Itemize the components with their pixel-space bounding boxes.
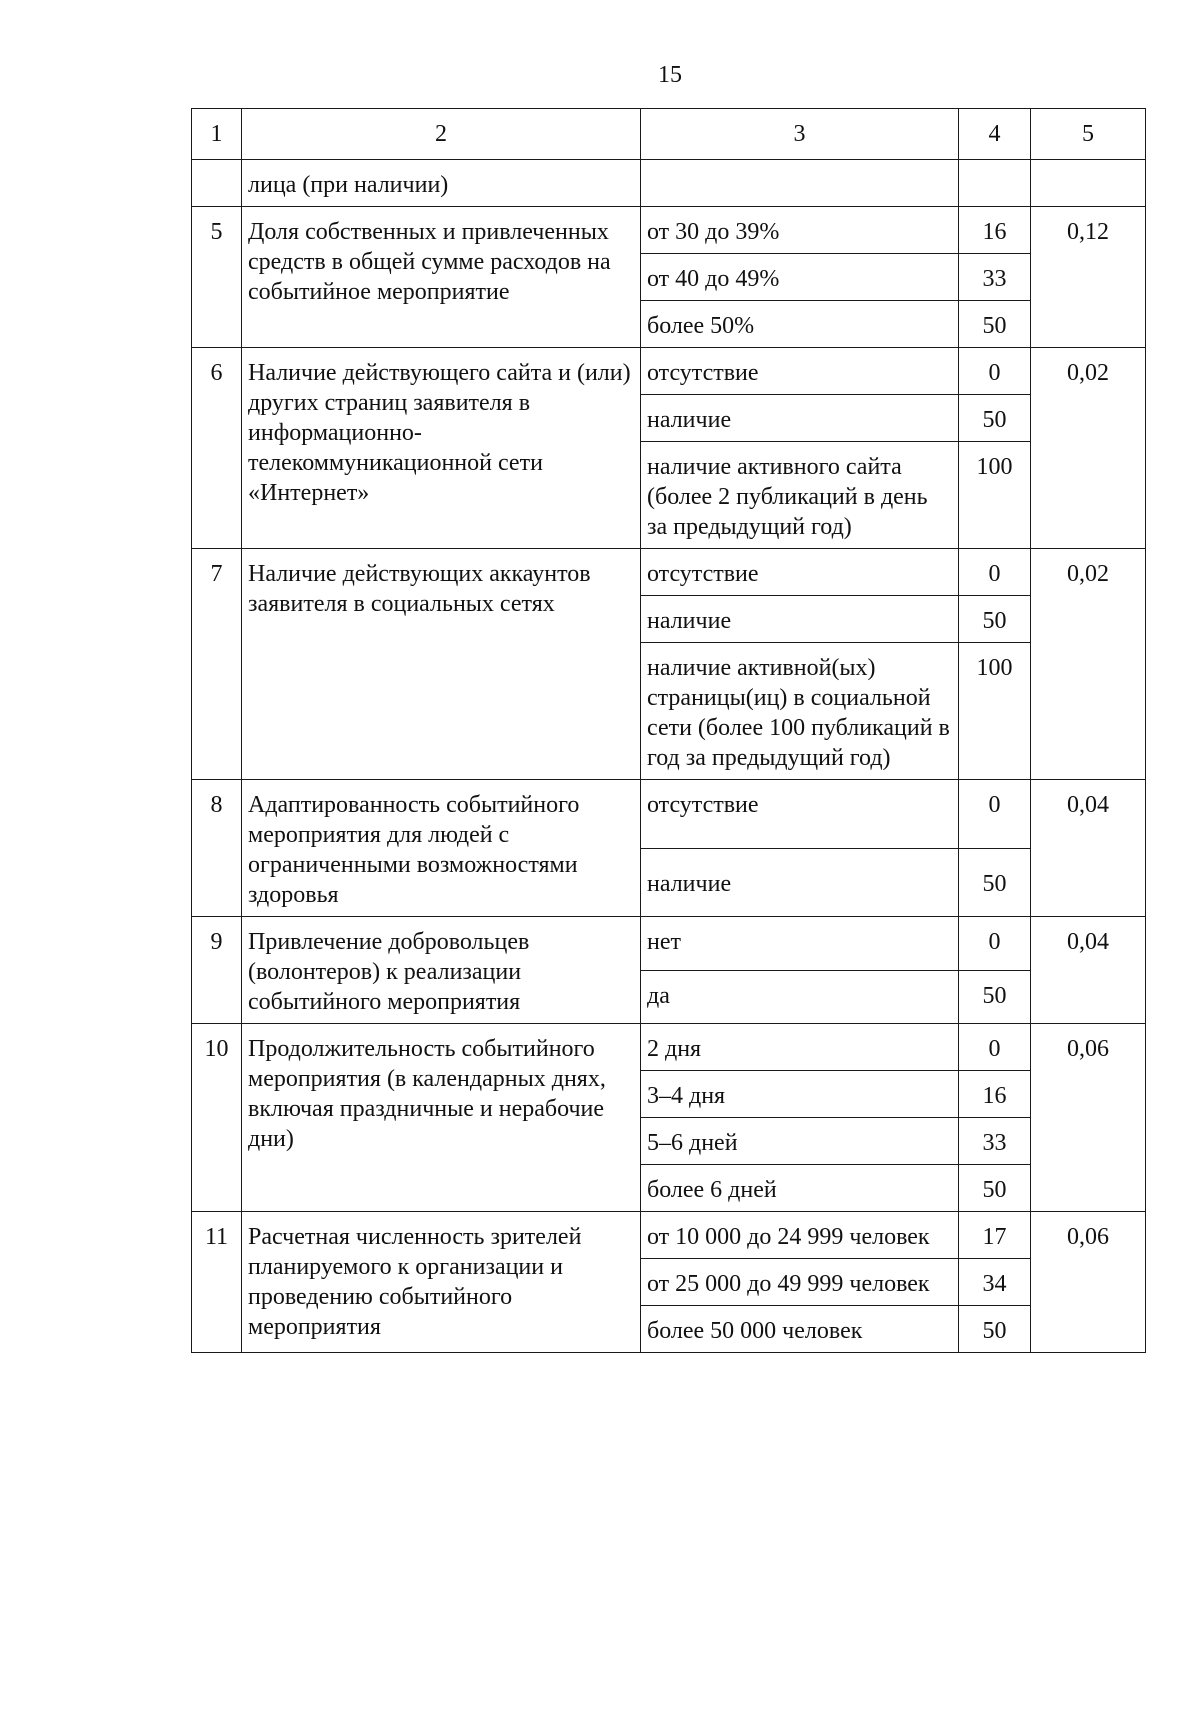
criterion-weight: 0,02 xyxy=(1031,549,1146,780)
criterion-name: Продолжительность событийного мероприятия (в календарных днях, включая праздничные и нерабочие дни) xyxy=(242,1024,641,1212)
criterion-name: Доля собственных и привлеченных средств в общей сумме расходов на событийное мероприятие xyxy=(242,207,641,348)
option-score: 100 xyxy=(959,643,1031,780)
criterion-row xyxy=(192,348,1146,395)
option-label: от 30 до 39% xyxy=(641,207,959,254)
criterion-number: 11 xyxy=(192,1212,242,1353)
criterion-row xyxy=(192,207,1146,254)
option-score: 34 xyxy=(959,1259,1031,1306)
option-label: 3–4 дня xyxy=(641,1071,959,1118)
option-score: 16 xyxy=(959,1071,1031,1118)
option-score: 0 xyxy=(959,780,1031,849)
option-label: отсутствие xyxy=(641,348,959,395)
option-label: наличие xyxy=(641,848,959,917)
criterion-row xyxy=(192,1212,1146,1259)
criterion-number: 10 xyxy=(192,1024,242,1212)
option-label: от 40 до 49% xyxy=(641,254,959,301)
option-score: 50 xyxy=(959,970,1031,1024)
header-row xyxy=(192,109,1146,160)
empty-cell xyxy=(1031,160,1146,207)
option-label: наличие активного сайта (более 2 публикаций в день за предыдущий год) xyxy=(641,442,959,549)
empty-cell xyxy=(959,160,1031,207)
option-label: отсутствие xyxy=(641,780,959,849)
criterion-row xyxy=(192,917,1146,971)
option-score: 50 xyxy=(959,301,1031,348)
criterion-number: 7 xyxy=(192,549,242,780)
criterion-name: Адаптированность событийного мероприятия для людей с ограниченными возможностями здоровья xyxy=(242,780,641,917)
column-header: 2 xyxy=(242,109,641,160)
option-label: наличие xyxy=(641,395,959,442)
option-label: более 50% xyxy=(641,301,959,348)
option-score: 50 xyxy=(959,596,1031,643)
option-label: более 50 000 человек xyxy=(641,1306,959,1353)
option-label: нет xyxy=(641,917,959,971)
option-score: 33 xyxy=(959,1118,1031,1165)
criterion-weight: 0,04 xyxy=(1031,780,1146,917)
option-score: 33 xyxy=(959,254,1031,301)
criterion-weight: 0,06 xyxy=(1031,1212,1146,1353)
continuation-text: лица (при наличии) xyxy=(242,160,641,207)
criteria-table xyxy=(191,108,1146,1353)
page-number: 15 xyxy=(658,62,682,88)
option-label: 2 дня xyxy=(641,1024,959,1071)
criterion-weight: 0,12 xyxy=(1031,207,1146,348)
criterion-name: Наличие действующего сайта и (или) других страниц заявителя в информационно-телекоммуникационной сети «Интернет» xyxy=(242,348,641,549)
option-score: 16 xyxy=(959,207,1031,254)
criterion-row xyxy=(192,1024,1146,1071)
empty-cell xyxy=(641,160,959,207)
criterion-name: Расчетная численность зрителей планируемого к организации и проведению событийного мероприятия xyxy=(242,1212,641,1353)
criterion-name: Наличие действующих аккаунтов заявителя в социальных сетях xyxy=(242,549,641,780)
criterion-name: Привлечение добровольцев (волонтеров) к реализации событийного мероприятия xyxy=(242,917,641,1024)
criterion-row xyxy=(192,780,1146,849)
criterion-row xyxy=(192,549,1146,596)
column-header: 1 xyxy=(192,109,242,160)
continuation-row xyxy=(192,160,1146,207)
column-header: 3 xyxy=(641,109,959,160)
option-label: отсутствие xyxy=(641,549,959,596)
option-score: 0 xyxy=(959,917,1031,971)
option-score: 17 xyxy=(959,1212,1031,1259)
column-header: 5 xyxy=(1031,109,1146,160)
option-score: 50 xyxy=(959,848,1031,917)
criterion-weight: 0,06 xyxy=(1031,1024,1146,1212)
option-label: да xyxy=(641,970,959,1024)
option-score: 50 xyxy=(959,1165,1031,1212)
criterion-weight: 0,04 xyxy=(1031,917,1146,1024)
option-label: наличие xyxy=(641,596,959,643)
option-label: наличие активной(ых) страницы(иц) в социальной сети (более 100 публикаций в год за предыдущий год) xyxy=(641,643,959,780)
criterion-number: 6 xyxy=(192,348,242,549)
criterion-number: 8 xyxy=(192,780,242,917)
option-label: более 6 дней xyxy=(641,1165,959,1212)
option-score: 0 xyxy=(959,549,1031,596)
option-label: от 10 000 до 24 999 человек xyxy=(641,1212,959,1259)
empty-cell xyxy=(192,160,242,207)
option-score: 0 xyxy=(959,348,1031,395)
criterion-number: 5 xyxy=(192,207,242,348)
option-score: 0 xyxy=(959,1024,1031,1071)
criterion-number: 9 xyxy=(192,917,242,1024)
option-score: 50 xyxy=(959,1306,1031,1353)
option-label: 5–6 дней xyxy=(641,1118,959,1165)
column-header: 4 xyxy=(959,109,1031,160)
option-label: от 25 000 до 49 999 человек xyxy=(641,1259,959,1306)
criterion-weight: 0,02 xyxy=(1031,348,1146,549)
option-score: 50 xyxy=(959,395,1031,442)
option-score: 100 xyxy=(959,442,1031,549)
